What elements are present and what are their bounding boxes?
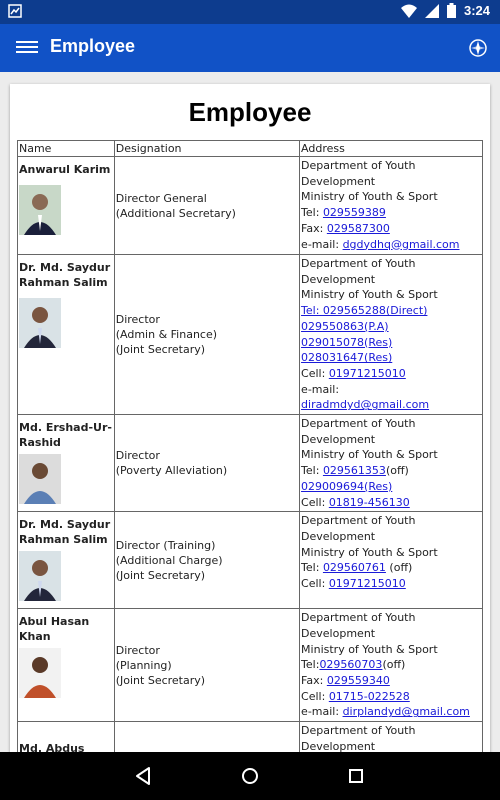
address-cell: Department of Youth Development bbox=[300, 722, 483, 752]
status-time: 3:24 bbox=[463, 3, 490, 18]
employee-photo bbox=[19, 454, 61, 504]
app-bar bbox=[0, 24, 500, 72]
designation-cell: Director (Poverty Alleviation) bbox=[114, 415, 299, 512]
page-title: Employee bbox=[188, 97, 312, 127]
hamburger-menu-icon[interactable] bbox=[16, 38, 38, 58]
address-cell: Department of Youth Development Ministry of Youth & Sport Tel: 029565288(Direct) 029550863(P.A) 029015078(Res) 028031647(Res) Cell: 01971215010 e-mail: diradmdyd@gmail.com bbox=[300, 255, 483, 415]
header-designation: Designation bbox=[114, 141, 299, 157]
employee-photo bbox=[19, 648, 61, 698]
address-cell: Department of Youth Development Ministry of Youth & Sport Tel: 029559389 Fax: 029587300 e-mail: dgdydhq@gmail.com bbox=[300, 157, 483, 255]
fax-link[interactable]: 029587300 bbox=[326, 221, 390, 235]
status-bar bbox=[0, 0, 500, 24]
name-cell bbox=[18, 415, 115, 512]
name-cell bbox=[18, 255, 115, 415]
table-row bbox=[18, 512, 483, 609]
wifi-icon bbox=[401, 4, 417, 18]
app-bar-title: Employee bbox=[50, 36, 136, 56]
notification-icon bbox=[8, 4, 22, 18]
designation-cell: Director General (Additional Secretary) bbox=[114, 157, 299, 255]
tel-link[interactable]: 029009694(Res) bbox=[301, 479, 393, 493]
address-cell: Department of Youth Development Ministry of Youth & Sport Tel:029560703(off) Fax: 029559340 Cell: 01715-022528 e-mail: dirplandyd@gmail.com bbox=[300, 609, 483, 722]
cell-link[interactable]: 01819-456130 bbox=[328, 495, 410, 509]
cell-link[interactable]: 01971215010 bbox=[328, 366, 406, 380]
address-cell: Department of Youth Development Ministry of Youth & Sport Tel: 029561353(off) 029009694(Res) Cell: 01819-456130 bbox=[300, 415, 483, 512]
designation-cell: Director (Admin & Finance) (Joint Secretary) bbox=[114, 255, 299, 415]
employee-photo bbox=[19, 551, 61, 601]
tel-link[interactable]: 029560703 bbox=[319, 658, 383, 672]
header-address: Address bbox=[300, 141, 483, 157]
designation-cell: Director (Training) (Additional Charge) (Joint Secretary) bbox=[114, 512, 299, 609]
tel-link[interactable]: 029559389 bbox=[322, 206, 386, 220]
name-cell bbox=[18, 722, 115, 752]
table-header-row bbox=[18, 141, 483, 157]
address-cell: Department of Youth Development Ministry of Youth & Sport Tel: 029560761 (off) Cell: 01971215010 bbox=[300, 512, 483, 609]
employee-table bbox=[17, 140, 483, 752]
employee-name: Md. Abdus bbox=[19, 742, 85, 752]
back-triangle-icon[interactable] bbox=[132, 764, 156, 788]
employee-name: Md. Ershad-Ur-Rashid bbox=[19, 421, 112, 450]
employee-photo bbox=[19, 185, 61, 235]
designation-cell: Director (Planning) (Joint Secretary) bbox=[114, 609, 299, 722]
fax-link[interactable]: 029559340 bbox=[326, 674, 390, 688]
header-name: Name bbox=[18, 141, 115, 157]
tel-link[interactable]: 029561353 bbox=[322, 464, 386, 478]
employee-name: Abul Hasan Khan bbox=[19, 615, 90, 644]
content-area[interactable] bbox=[0, 72, 500, 752]
table-row bbox=[18, 415, 483, 512]
name-cell bbox=[18, 609, 115, 722]
table-row bbox=[18, 255, 483, 415]
recents-square-icon[interactable] bbox=[344, 764, 368, 788]
employee-name: Dr. Md. Saydur Rahman Salim bbox=[19, 261, 111, 289]
cell-link[interactable]: 01715-022528 bbox=[328, 689, 410, 703]
email-link[interactable]: dirplandyd@gmail.com bbox=[342, 705, 470, 719]
compass-icon[interactable] bbox=[468, 38, 488, 58]
name-cell bbox=[18, 157, 115, 255]
tel-link[interactable]: 028031647(Res) bbox=[301, 351, 393, 365]
signal-icon bbox=[425, 4, 439, 18]
home-circle-icon[interactable] bbox=[238, 764, 262, 788]
table-row bbox=[18, 157, 483, 255]
cell-link[interactable]: 01971215010 bbox=[328, 577, 406, 591]
table-row bbox=[18, 609, 483, 722]
email-link[interactable]: diradmdyd@gmail.com bbox=[301, 398, 430, 412]
battery-icon bbox=[447, 3, 456, 18]
tel-link[interactable]: 029560761 bbox=[322, 561, 386, 575]
navigation-bar bbox=[0, 752, 500, 800]
name-cell bbox=[18, 512, 115, 609]
table-row bbox=[18, 722, 483, 752]
tel-link[interactable]: 029015078(Res) bbox=[301, 335, 393, 349]
employee-photo bbox=[19, 298, 61, 348]
tel-link[interactable]: 029550863(P.A) bbox=[301, 319, 389, 333]
employee-name: Dr. Md. Saydur Rahman Salim bbox=[19, 518, 111, 547]
employee-name: Anwarul Karim bbox=[19, 163, 111, 176]
tel-link[interactable]: Tel: 029565288(Direct) bbox=[301, 304, 428, 318]
designation-cell bbox=[114, 722, 299, 752]
employee-card bbox=[10, 84, 490, 752]
email-link[interactable]: dgdydhq@gmail.com bbox=[342, 237, 460, 251]
